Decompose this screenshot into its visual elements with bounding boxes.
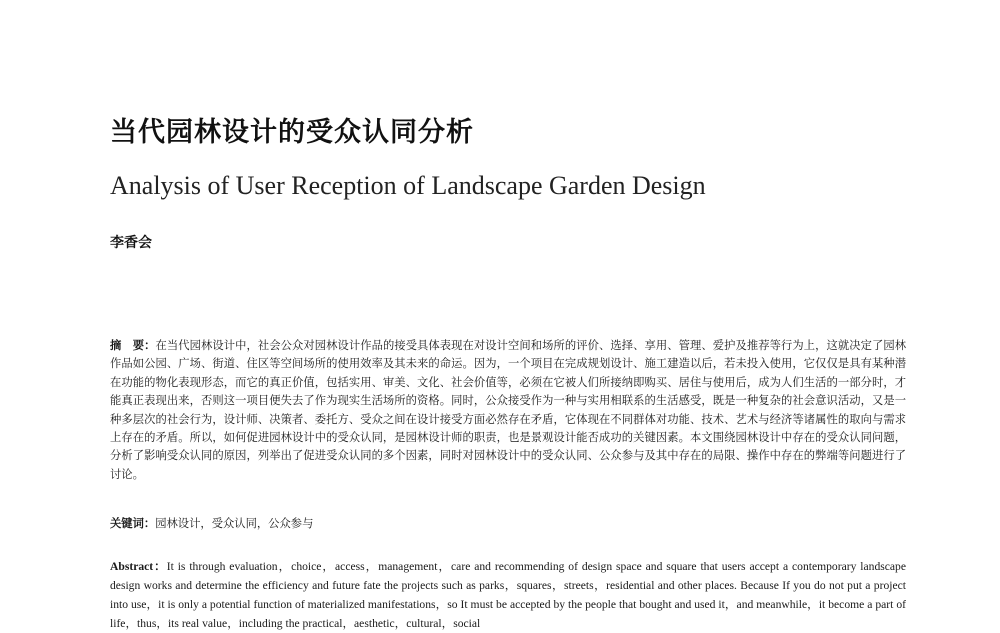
abstract-cn-label: 摘 要： [110, 339, 156, 352]
abstract-en-label: Abstract： [110, 560, 167, 573]
abstract-cn-text: 在当代园林设计中，社会公众对园林设计作品的接受具体表现在对设计空间和场所的评价、选择、享用、管理、爱护及推荐等行为上，这就决定了园林作品如公园、广场、街道、住区等空间场所的使用效率及其未来的命运。因为，一个项目在完成规划设计、施工建造以后，若未投入使用，它仅仅是具有某种潜在功能的物化表现形态，而它的真正价值，包括实用、审美、文化、社会价值等，必须在它被人们所接纳即购买、居住与使用后，成为人们生活的一部分时，才能真正表现出来，否则这一项目便失去了作为现实生活场所的资格。同时，公众接受作为一种与实用相联系的生活感受，既是一种复杂的社会意识活动，又是一种多层次的社会行为，设计师、决策者、委托方、受众之间在设计接受方面必然存在矛盾，它体现在不同群体对功能、技术、艺术与经济等诸属性的取向与需求上存在的矛盾。所以，如何促进园林设计中的受众认同，是园林设计师的职责，也是景观设计能否成功的关键因素。本文围绕园林设计中存在的受众认同问题，分析了影响受众认同的原因，列举出了促进受众认同的多个因素，同时对园林设计中的受众认同、公众参与及其中存在的局限、操作中存在的弊端等问题进行了讨论。 [110, 339, 906, 481]
keywords [110, 515, 906, 533]
abstract-en-text: It is through evaluation，choice，access，management，care and recommending of design space and square that users accept a contemporary landscape design works and determine the efficiency and future fate the projects such as parks，squares，streets，residential and other places. Because If you do not put a project into use，it is only a potential function of materialized manifestations，so It must be accepted by the people that bought and used it，and meanwhile，it become a part of life，thus，its real value，including the practical，aesthetic，cultural，social [110, 560, 906, 630]
keywords-text: 园林设计，受众认同，公众参与 [155, 517, 314, 530]
abstract-cn [110, 337, 906, 484]
paper-title-en: Analysis of User Reception of Landscape Garden Design [110, 171, 706, 200]
abstract-en [110, 557, 906, 633]
keywords-label: 关键词： [110, 517, 156, 530]
paper-title-cn: 当代园林设计的受众认同分析 [110, 117, 474, 148]
author-name: 李香会 [110, 235, 152, 251]
